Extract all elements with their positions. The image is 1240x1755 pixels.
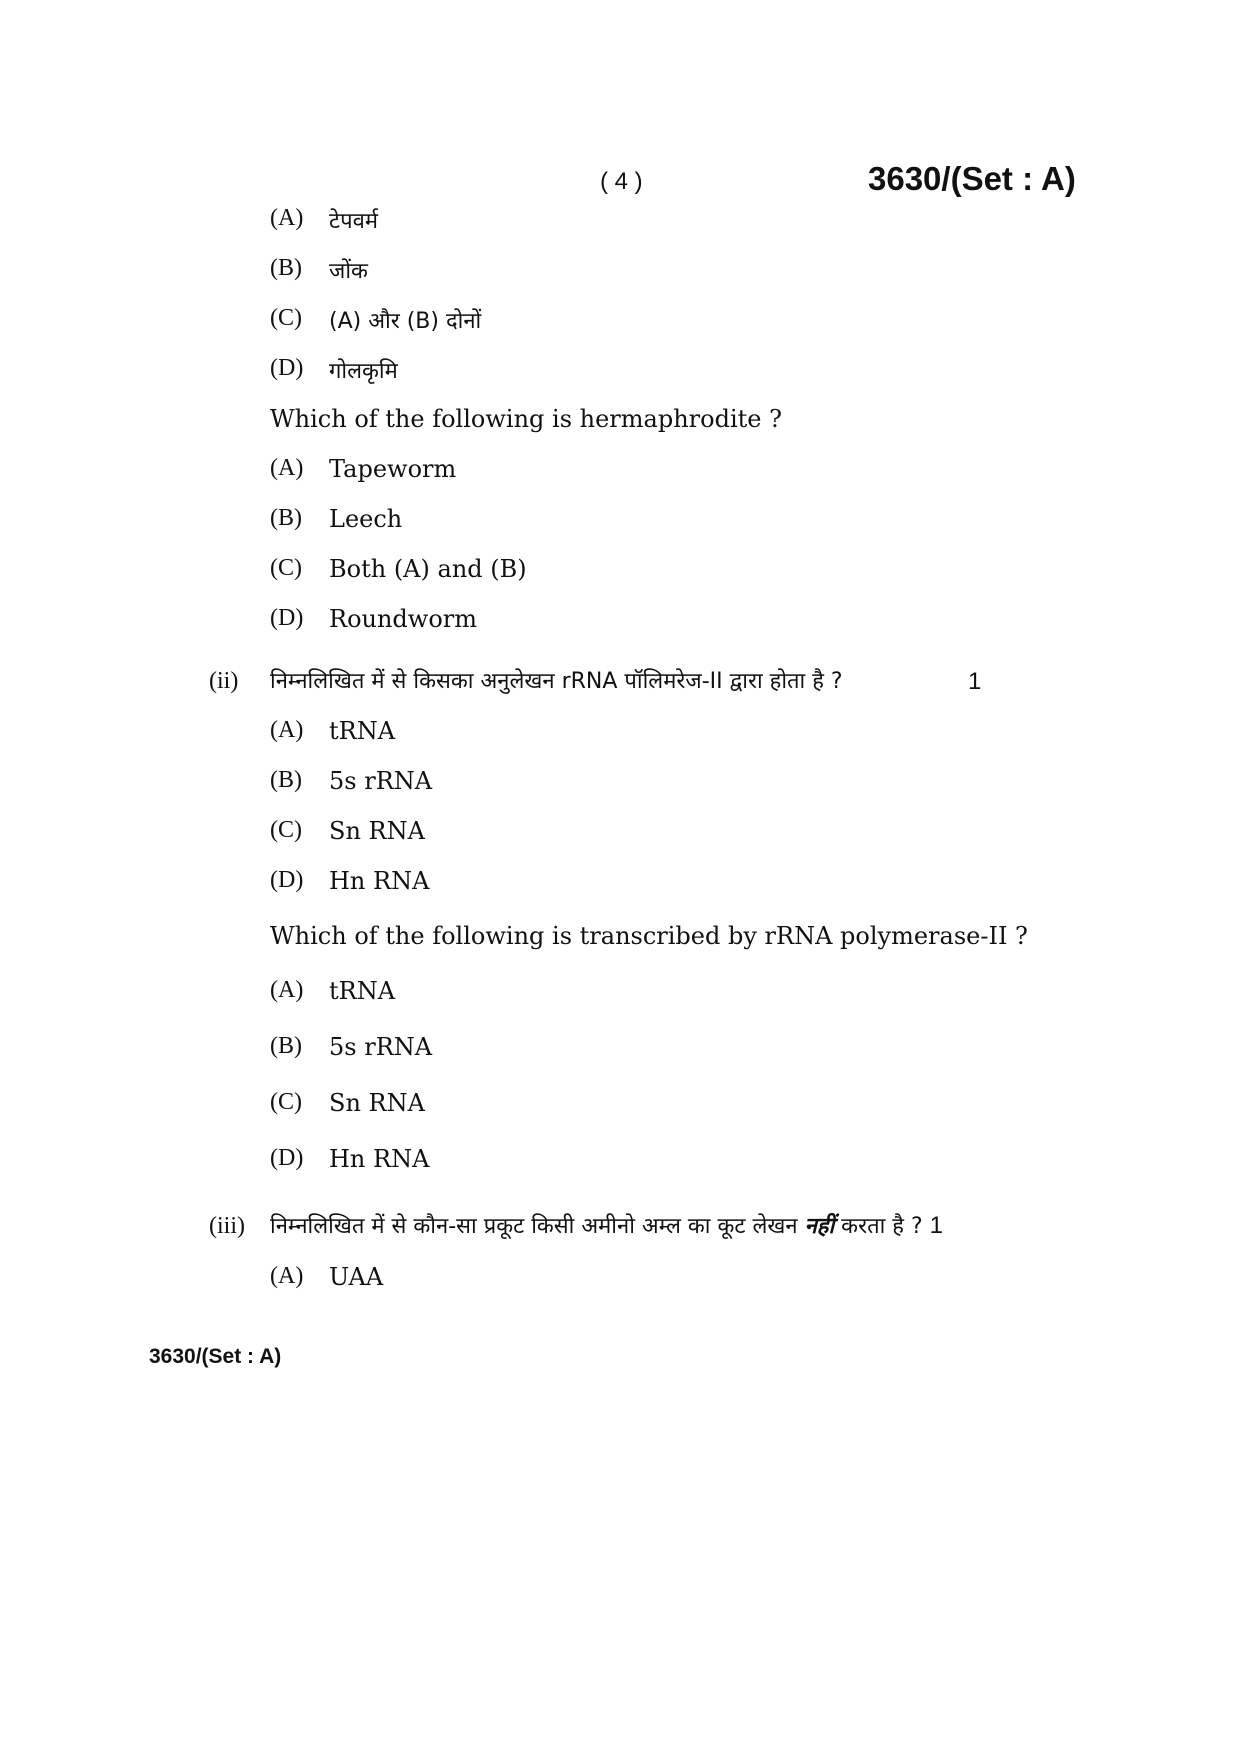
option-label: (C) xyxy=(270,555,302,581)
option-label: (C) xyxy=(270,817,302,843)
option-text: Roundworm xyxy=(329,605,478,633)
page-number: ( 4 ) xyxy=(600,168,643,195)
q3-hindi-question xyxy=(270,1210,943,1240)
option-label: (D) xyxy=(270,605,304,631)
option-label: (D) xyxy=(270,1145,304,1171)
option-label: (D) xyxy=(270,355,304,381)
option-text: Tapeworm xyxy=(329,455,457,483)
option-text: Sn RNA xyxy=(329,1089,425,1117)
option-label: (A) xyxy=(270,455,304,481)
option-text: tRNA xyxy=(329,977,396,1005)
option-text: 5s rRNA xyxy=(329,767,433,795)
set-code-header: 3630/(Set : A) xyxy=(868,160,1076,197)
q2-english-question: Which of the following is transcribed by rRNA polymerase-II ? xyxy=(270,922,1028,950)
option-label: (A) xyxy=(270,717,304,743)
option-text: Hn RNA xyxy=(329,1145,430,1173)
option-label: (B) xyxy=(270,255,302,281)
q2-number: (ii) xyxy=(209,668,239,694)
option-label: (A) xyxy=(270,977,304,1003)
option-label: (B) xyxy=(270,1033,302,1059)
q3-question-part1: निम्नलिखित में से कौन-सा प्रकूट किसी अमीनो अम्ल का कूट लेखन xyxy=(270,1214,798,1239)
set-code-footer: 3630/(Set : A) xyxy=(149,1345,282,1368)
option-text: tRNA xyxy=(329,717,396,745)
q1-english-question: Which of the following is hermaphrodite ? xyxy=(270,405,782,433)
q3-question-emphasis: नहीं xyxy=(804,1214,835,1239)
q2-hindi-question: निम्नलिखित में से किसका अनुलेखन rRNA पॉलिमरेज-II द्वारा होता है ? xyxy=(270,669,843,694)
q2-marks: 1 xyxy=(968,668,982,695)
option-label: (A) xyxy=(270,1263,304,1289)
option-text: जोंक xyxy=(329,259,368,284)
option-text: 5s rRNA xyxy=(329,1033,433,1061)
option-label: (B) xyxy=(270,767,302,793)
q3-marks: 1 xyxy=(929,1212,944,1239)
option-label: (D) xyxy=(270,867,304,893)
option-label: (C) xyxy=(270,1089,302,1115)
option-text: Leech xyxy=(329,505,403,533)
option-text: Both (A) and (B) xyxy=(329,555,527,583)
option-text: Hn RNA xyxy=(329,867,430,895)
option-label: (B) xyxy=(270,505,302,531)
q3-question-part2: करता है ? xyxy=(841,1214,923,1239)
option-label: (C) xyxy=(270,305,302,331)
q3-number: (iii) xyxy=(209,1213,245,1239)
option-text: UAA xyxy=(329,1263,384,1291)
option-text: टेपवर्म xyxy=(329,209,378,234)
option-text: गोलकृमि xyxy=(329,359,398,384)
option-label: (A) xyxy=(270,205,304,231)
option-text: Sn RNA xyxy=(329,817,425,845)
option-text: (A) और (B) दोनों xyxy=(329,309,482,334)
